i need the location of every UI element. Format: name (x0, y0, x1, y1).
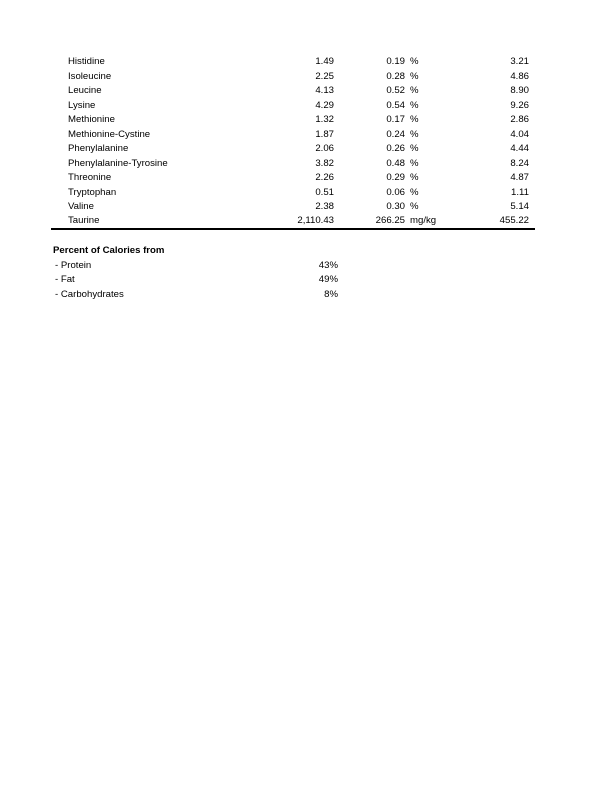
table-row (0, 84, 611, 98)
value-col-1: 2.38 (315, 201, 334, 212)
unit: % (410, 70, 419, 82)
table-row (0, 128, 611, 142)
value-col-1: 2.06 (315, 143, 334, 154)
table-row (0, 70, 611, 84)
value-col-2: 0.52 (386, 85, 405, 96)
value-col-3: 4.86 (510, 70, 529, 82)
table-row (0, 186, 611, 200)
calorie-percent: 43% (318, 259, 338, 271)
value-col-1: 1.87 (315, 128, 334, 140)
value-col-1: 1.32 (315, 114, 334, 125)
value-col-3: 8.24 (510, 157, 529, 169)
nutrient-name: Taurine (68, 215, 100, 226)
value-col-1: 4.13 (315, 85, 334, 96)
nutrient-name: Valine (68, 201, 94, 212)
value-col-2: 0.30 (386, 201, 405, 212)
table-row (0, 142, 611, 156)
calorie-label: - Protein (55, 259, 92, 271)
nutrient-name: Threonine (68, 172, 112, 183)
value-col-3: 1.11 (511, 186, 529, 198)
table-row (0, 99, 611, 113)
unit: % (410, 128, 419, 140)
table-bottom-rule (51, 228, 535, 230)
table-row (0, 113, 611, 127)
nutrient-name: Phenylalanine (68, 143, 129, 154)
table-row (0, 55, 611, 69)
value-col-1: 2.25 (315, 70, 334, 82)
value-col-3: 4.44 (510, 143, 529, 154)
value-col-2: 0.24 (386, 128, 405, 140)
calorie-row (0, 273, 611, 287)
nutrient-name: Methionine (68, 114, 115, 125)
table-row (0, 214, 611, 228)
unit: % (410, 143, 419, 154)
value-col-3: 5.14 (510, 201, 529, 212)
calorie-row (0, 288, 611, 302)
value-col-3: 2.86 (510, 114, 529, 125)
value-col-3: 4.04 (510, 128, 529, 140)
value-col-1: 0.51 (315, 186, 334, 198)
unit: % (410, 157, 419, 169)
nutrient-name: Leucine (68, 85, 102, 96)
nutrient-name: Isoleucine (68, 70, 112, 82)
calorie-percent: 8% (324, 288, 338, 300)
unit: % (410, 114, 419, 125)
value-col-1: 4.29 (315, 99, 334, 111)
nutrient-name: Tryptophan (68, 186, 117, 198)
value-col-2: 0.54 (386, 99, 405, 111)
calorie-label: - Carbohydrates (55, 288, 124, 300)
value-col-3: 4.87 (510, 172, 529, 183)
unit: % (410, 99, 419, 111)
value-col-1: 2,110.43 (297, 215, 334, 226)
value-col-3: 455.22 (499, 215, 529, 226)
calorie-row (0, 259, 611, 273)
nutrient-name: Lysine (68, 99, 96, 111)
value-col-2: 0.06 (386, 186, 405, 198)
unit: % (410, 186, 419, 198)
unit: mg/kg (410, 215, 437, 226)
calories-heading: Percent of Calories from (53, 245, 165, 256)
value-col-2: 266.25 (375, 215, 405, 226)
unit: % (410, 85, 419, 96)
value-col-3: 8.90 (510, 85, 529, 96)
value-col-2: 0.26 (386, 143, 405, 154)
value-col-1: 1.49 (315, 56, 334, 67)
value-col-2: 0.17 (386, 114, 405, 125)
unit: % (410, 201, 419, 212)
unit: % (410, 56, 419, 67)
value-col-1: 2.26 (315, 172, 334, 183)
nutrient-name: Histidine (68, 56, 105, 67)
value-col-2: 0.48 (386, 157, 405, 169)
value-col-1: 3.82 (315, 157, 334, 169)
value-col-3: 3.21 (510, 56, 529, 67)
table-row (0, 200, 611, 214)
nutrient-name: Phenylalanine-Tyrosine (68, 157, 168, 169)
table-row (0, 171, 611, 185)
value-col-2: 0.29 (386, 172, 405, 183)
calorie-label: - Fat (55, 274, 75, 285)
table-row (0, 157, 611, 171)
unit: % (410, 172, 419, 183)
value-col-3: 9.26 (510, 99, 529, 111)
nutrient-name: Methionine-Cystine (68, 128, 151, 140)
calorie-percent: 49% (318, 274, 338, 285)
value-col-2: 0.28 (386, 70, 405, 82)
value-col-2: 0.19 (386, 56, 405, 67)
